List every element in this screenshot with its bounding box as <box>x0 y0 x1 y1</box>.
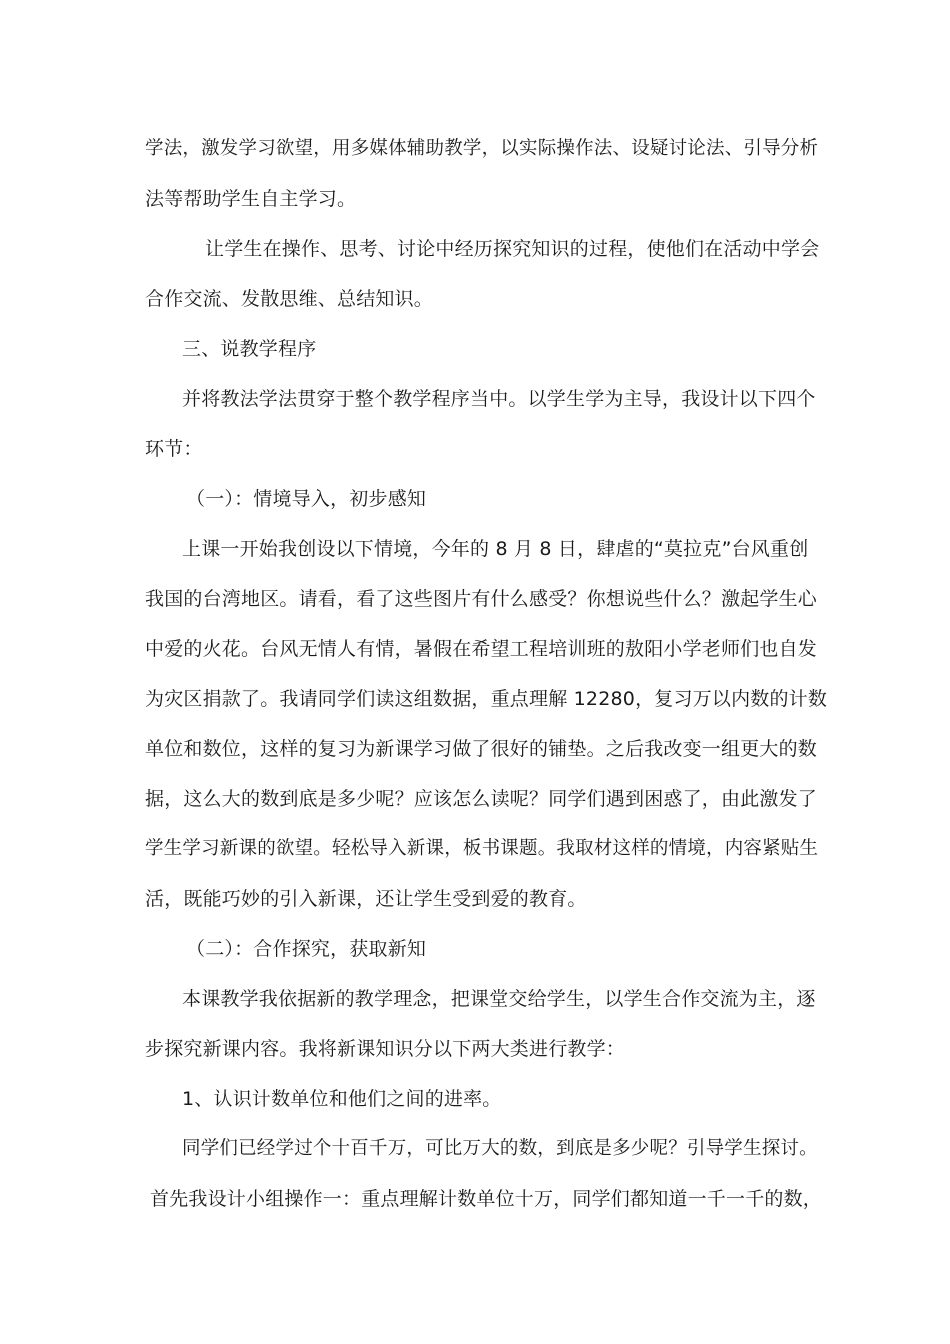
paragraph-line-2: 法等帮助学生自主学习。 <box>145 188 357 210</box>
paragraph-line-11: 中爱的火花。台风无情人有情，暑假在希望工程培训班的敖阳小学老师们也自发 <box>145 638 818 660</box>
paragraph-line-7: 环节： <box>145 438 203 460</box>
paragraph-line-16: 活，既能巧妙的引入新课，还让学生受到爱的教育。 <box>145 888 587 910</box>
paragraph-line-3: 让学生在操作、思考、讨论中经历探究知识的过程，使他们在活动中学会 <box>205 238 820 260</box>
paragraph-line-10: 我国的台湾地区。请看，看了这些图片有什么感受？你想说些什么？激起学生心 <box>145 588 818 610</box>
paragraph-line-13: 单位和数位，这样的复习为新课学习做了很好的铺垫。之后我改变一组更大的数 <box>145 738 818 760</box>
paragraph-line-19: 步探究新课内容。我将新课知识分以下两大类进行教学： <box>145 1038 626 1060</box>
paragraph-line-6: 并将教法学法贯穿于整个教学程序当中。以学生学为主导，我设计以下四个 <box>182 388 816 410</box>
paragraph-line-1: 学法，激发学习欲望，用多媒体辅助教学，以实际操作法、设疑讨论法、引导分析 <box>145 138 819 159</box>
paragraph-line-4: 合作交流、发散思维、总结知识。 <box>145 288 434 310</box>
section-heading-teaching-procedure: 三、说教学程序 <box>182 338 317 360</box>
paragraph-line-15: 学生学习新课的欲望。轻松导入新课，板书课题。我取材这样的情境，内容紧贴生 <box>145 838 819 859</box>
subheading-cooperative-inquiry: （二）：合作探究，获取新知 <box>186 938 427 960</box>
paragraph-line-18: 本课教学我依据新的教学理念，把课堂交给学生，以学生合作交流为主，逐 <box>182 988 816 1010</box>
paragraph-line-9: 上课一开始我创设以下情境，今年的 8 月 8 日，肆虐的“莫拉克”台风重创 <box>182 538 809 560</box>
paragraph-line-14: 据，这么大的数到底是多少呢？应该怎么读呢？同学们遇到困惑了，由此激发了 <box>145 788 818 810</box>
paragraph-line-21: 同学们已经学过个十百千万，可比万大的数，到底是多少呢？引导学生探讨。 <box>182 1138 818 1159</box>
paragraph-line-12: 为灾区捐款了。我请同学们读这组数据，重点理解 12280，复习万以内数的计数 <box>145 688 828 710</box>
paragraph-line-22: 首先我设计小组操作一：重点理解计数单位十万，同学们都知道一千一千的数， <box>150 1188 823 1210</box>
subheading-situation-intro: （一）：情境导入，初步感知 <box>186 488 427 510</box>
list-item-1: 1、认识计数单位和他们之间的进率。 <box>182 1088 502 1110</box>
